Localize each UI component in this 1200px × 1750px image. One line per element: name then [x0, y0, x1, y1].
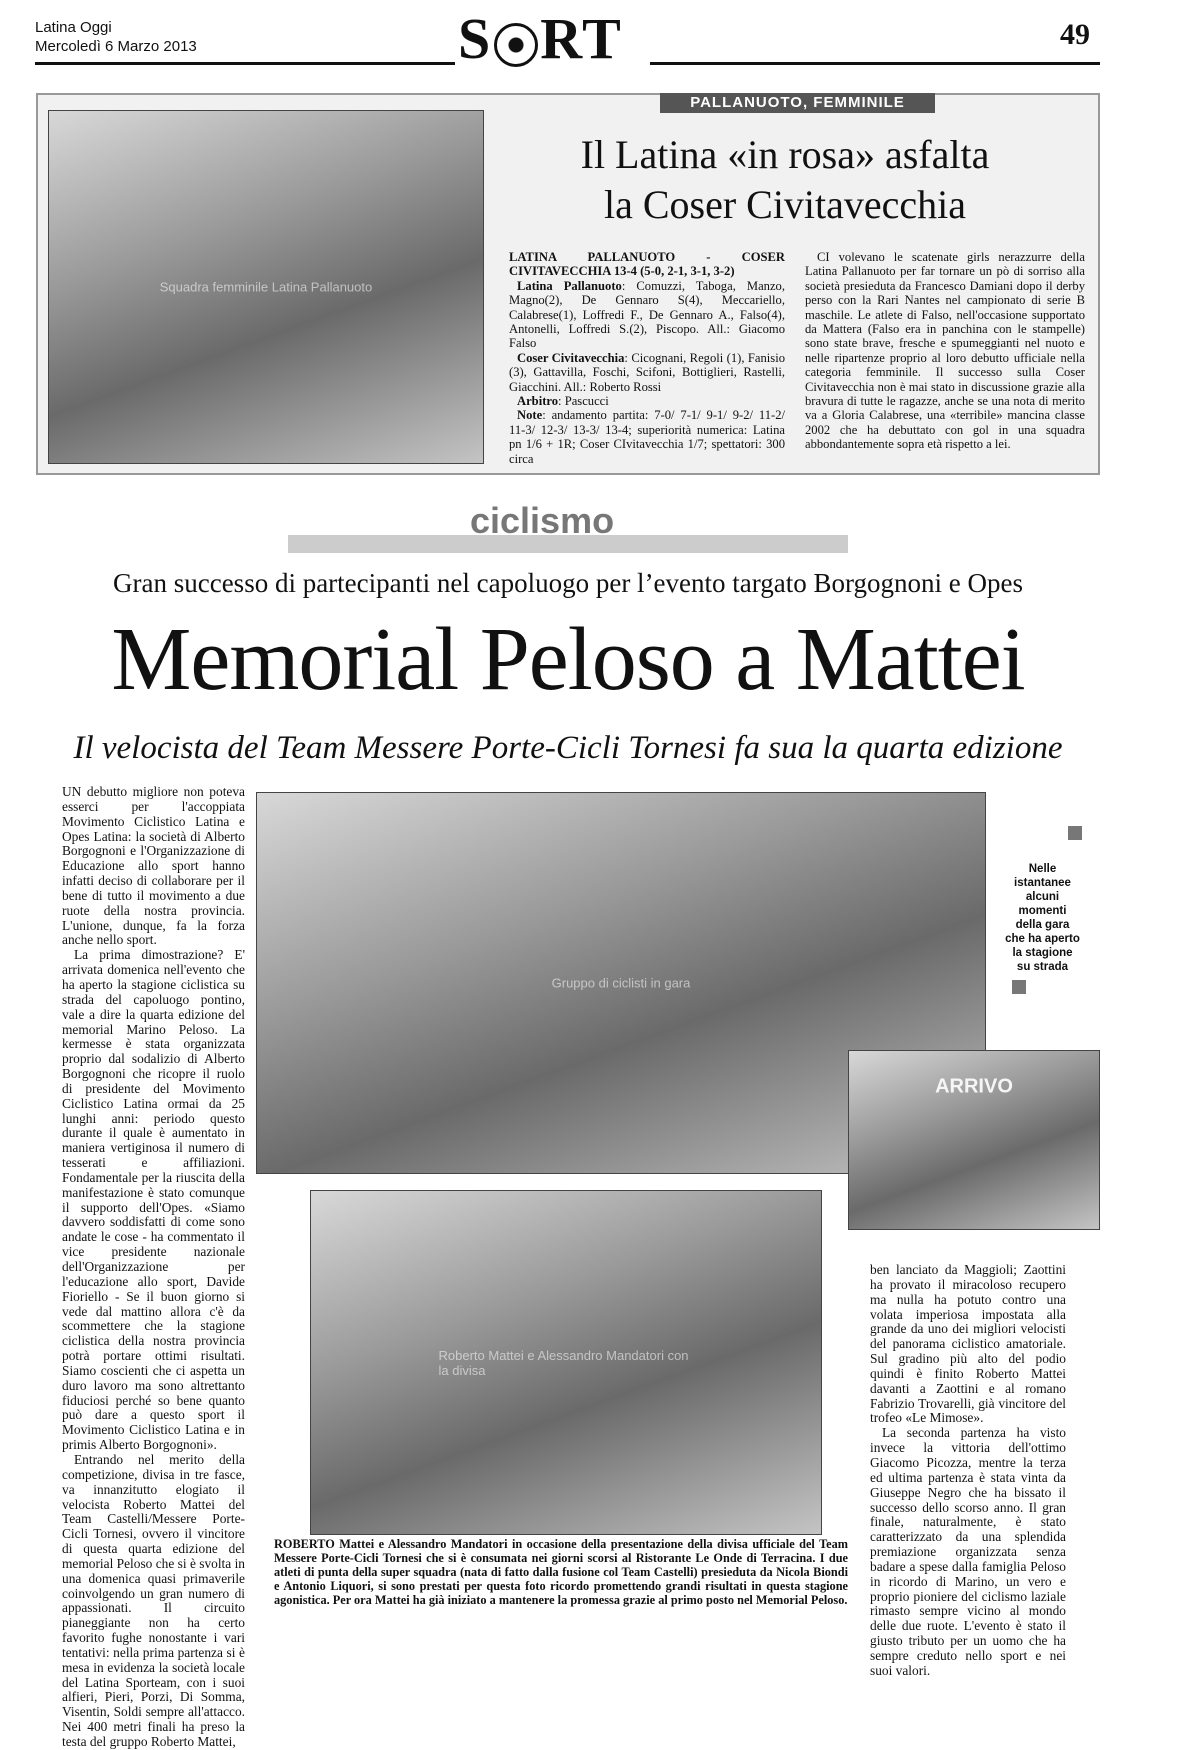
latina-lineup [509, 279, 785, 351]
arbitro-line [509, 394, 785, 408]
scoreline-column [509, 250, 785, 466]
section-logo-s: S [458, 6, 493, 71]
body-paragraph: UN debutto migliore non poteva esserci per l'accoppiata Movimento Ciclistico Latina e Opes Latina: la società di Alberto Borgognoni e l'Organizzazione di Educazione allo sport hanno infatti deciso di collaborare per il bene di tutto il movimento a due ruote della nostra provincia. L'unione, dunque, fa la forza anche nello sport. [62, 784, 245, 948]
photo-caption: ROBERTO Mattei e Alessandro Mandatori in occasione della presentazione della divisa ufficiale del Team Messere Porte-Cicli Tornesi che si è consumata nei giorni scorsi al Ristorante Le Onde di Terracina. I due atleti di punta della super squadra (nata di fatto dalla fusione col Team Castelli) presieduta da Nicola Biondi e Antonio Liquori, si sono prestati per questa foto ricordo promettendo grandi risultati in questa stagione agonistica. Per ora Mattei ha già iniziato a mantenere la promessa grazie al primo posto nel Memorial Peloso. [274, 1537, 848, 1607]
header-rule-left [35, 62, 455, 65]
scoreline-head: LATINA PALLANUOTO - COSER CIVITAVECCHIA 13-4 (5-0, 2-1, 3-1, 3-2) [509, 250, 785, 279]
side-caption: Nelle istantanee alcuni momenti della gara che ha aperto la stagione su strada [1005, 863, 1080, 973]
note-line [509, 408, 785, 466]
arbitro-label: Arbitro [517, 394, 559, 409]
latina-text: : Comuzzi, Taboga, Manzo, Magno(2), De Gennaro S(4), Meccariello, Calabrese(1), Loffredi F., De Gennaro A., Falso(4), Antonelli, Loffredi S.(2), Piscopo. All.: Giacomo Falso [509, 278, 786, 351]
riders-portrait-photo [310, 1190, 822, 1535]
finish-arch-photo [848, 1050, 1100, 1230]
top-kicker: PALLANUOTO, FEMMINILE [660, 93, 935, 113]
arbitro-text: : Pascucci [558, 394, 609, 409]
soccer-ball-icon [494, 23, 538, 67]
latina-label: Latina Pallanuoto [517, 278, 622, 293]
top-article-body: CI volevano le scatenate girls nerazzurre della Latina Pallanuoto per far tornare un pò di sorriso alla società presieduta da Francesco Damiani dopo il derby perso con la Rari Nantes nel campionato di serie B maschile. Le atlete di Falso, nell'occasione supportato da Mattera (Falso era in panchina con le stampelle) sono state brave, fresche e spumeggianti nel nuoto e nelle ripartenze proprio al loro debutto ufficiale nella categoria femminile. Il successo sulla Coser Civitavecchia non è mai stato in discussione grazie alla bravura di tutte le ragazze, anche se una nota di merito va a Gloria Calabrese, una «terribile» mancina classe 2002 che ha debuttato con gol in una squadra abbondantemente sopra età rispetto a lei. [805, 250, 1085, 452]
coser-lineup [509, 351, 785, 394]
note-text: : andamento partita: 7-0/ 7-1/ 9-1/ 9-2/ 11-2/ 11-3/ 12-3/ 13-3/ 13-4; superiorità numerica: Latina pn 1/6 + 1R; Coser CIvitavecchia 1/7; spettatori: 300 circa [509, 408, 785, 466]
note-label: Note [517, 408, 543, 423]
issue-date: Mercoledì 6 Marzo 2013 [35, 38, 197, 55]
riders-portrait-label: Roberto Mattei e Alessandro Mandatori con la divisa [438, 1347, 689, 1378]
caption-marker-bottom [1012, 980, 1026, 994]
main-subhead: Gran successo di partecipanti nel capoluogo per l’evento targato Borgognoni e Opes [113, 568, 1023, 598]
main-headline: Memorial Peloso a Mattei [111, 610, 1025, 709]
section-logo [458, 5, 623, 72]
body-paragraph: Entrando nel merito della competizione, divisa in tre fasce, va innanzitutto elogiato il velocista Roberto Mattei del Team Castelli/Messere Porte-Cicli Tornesi, ovvero il vincitore di questa quarta edizione del memorial Peloso che si è svolta in una domenica quasi primaverile coinvolgendo un gran numero di appassionati. Il circuito pianeggiante non ha certo favorito fughe nonostante i vari tentativi: nella prima partenza si è mesa in evidenza la società locale del Latina Sporteam, con i suoi alfieri, Pieri, Porzi, Di Somma, Visentin, Soldi sempre all'attacco. Nei 400 metri finali ha preso la testa del gruppo Roberto Mattei, [62, 1451, 245, 1749]
section-logo-rt: RT [540, 6, 623, 71]
coser-label: Coser Civitavecchia [517, 350, 625, 365]
main-deck: Il velocista del Team Messere Porte-Cicli Tornesi fa sua la quarta edizione [73, 730, 1063, 766]
body-paragraph: La seconda partenza ha visto invece la vittoria dell'ottimo Giacomo Picozza, mentre la terza ed ultima partenza è stata vinta da Giuseppe Negro che ha bissato il successo dello scorso anno. Il gran finale, naturalmente, è stato caratterizzato da una splendida premiazione organizzata senza badare a spese dalla famiglia Peloso in ricordo di Marino, un vero e proprio pioniere del ciclismo laziale rimasto sempre vicino al mondo delle due ruote. L'evento è stato il giusto tributo per un uomo che ha sempre creduto nello sport e nei suoi valori. [870, 1425, 1066, 1678]
top-headline-line1: Il Latina «in rosa» asfalta [580, 132, 990, 177]
race-photo-label: Gruppo di ciclisti in gara [551, 975, 691, 991]
team-photo [48, 110, 484, 464]
main-body-column-3 [870, 1263, 1066, 1679]
header-rule-right [650, 62, 1100, 65]
main-body-column-1 [62, 784, 245, 1749]
body-paragraph: La prima dimostrazione? E' arrivata domenica nell'evento che ha aperto la stagione ciclistica su strada del capoluogo pontino, vale a dire la quarta edizione del memorial Marino Peloso. La kermesse è stata organizzata proprio dal sodalizio di Alberto Borgognoni che ricopre il ruolo di presidente del Movimento Ciclistico Latina ormai da 25 lunghi anni: periodo questo durante il quale è aumentato in maniera vertiginosa il numero di tesserati e affiliazioni. Fondamentale per la riuscita della manifestazione è stato comunque il supporto dell'Opes. «Siamo davvero soddisfatti di come sono andate le cose - ha commentato il vice presidente nazionale dell'Organizzazione per l'educazione allo sport, Davide Fioriello - Se il buon giorno si vede dal mattino allora c'è da scommettere che la stagione ciclistica della nostra provincia potrà portare ottimi risultati. Siamo coscienti che ci aspetta un duro lavoro ma sono altrettanto fiduciosi perché so bene quanto può dare a questo sport il Movimento Ciclistico Latina e in primis Alberto Borgognoni». [62, 947, 245, 1453]
caption-marker-top [1068, 826, 1082, 840]
team-photo-label: Squadra femminile Latina Pallanuoto [159, 279, 373, 295]
finish-arch-label: ARRIVO [935, 1075, 1013, 1098]
body-paragraph: ben lanciato da Maggioli; Zaottini ha provato il miracoloso recupero ma nulla ha potuto contro una volata imperiosa impostata alla grande da uno dei migliori velocisti del panorama ciclistico amatoriale. Sul gradino più alto del podio quindi è finito Roberto Mattei davanti a Zaottini e al romano Fabrizio Trovarelli, già vincitore del trofeo «Le Mimose». [870, 1262, 1066, 1426]
publication-name: Latina Oggi [35, 19, 112, 36]
section-name: ciclismo [470, 500, 615, 541]
coser-text: : Cicognani, Regoli (1), Fanisio (3), Gattavilla, Foschi, Scifoni, Bottiglieri, Rastelli, Giacchini. All.: Roberto Rossi [509, 350, 786, 394]
page-number: 49 [1060, 18, 1090, 51]
masthead-meta [35, 18, 197, 56]
top-headline-line2: la Coser Civitavecchia [603, 182, 967, 227]
top-headline [500, 130, 1070, 230]
